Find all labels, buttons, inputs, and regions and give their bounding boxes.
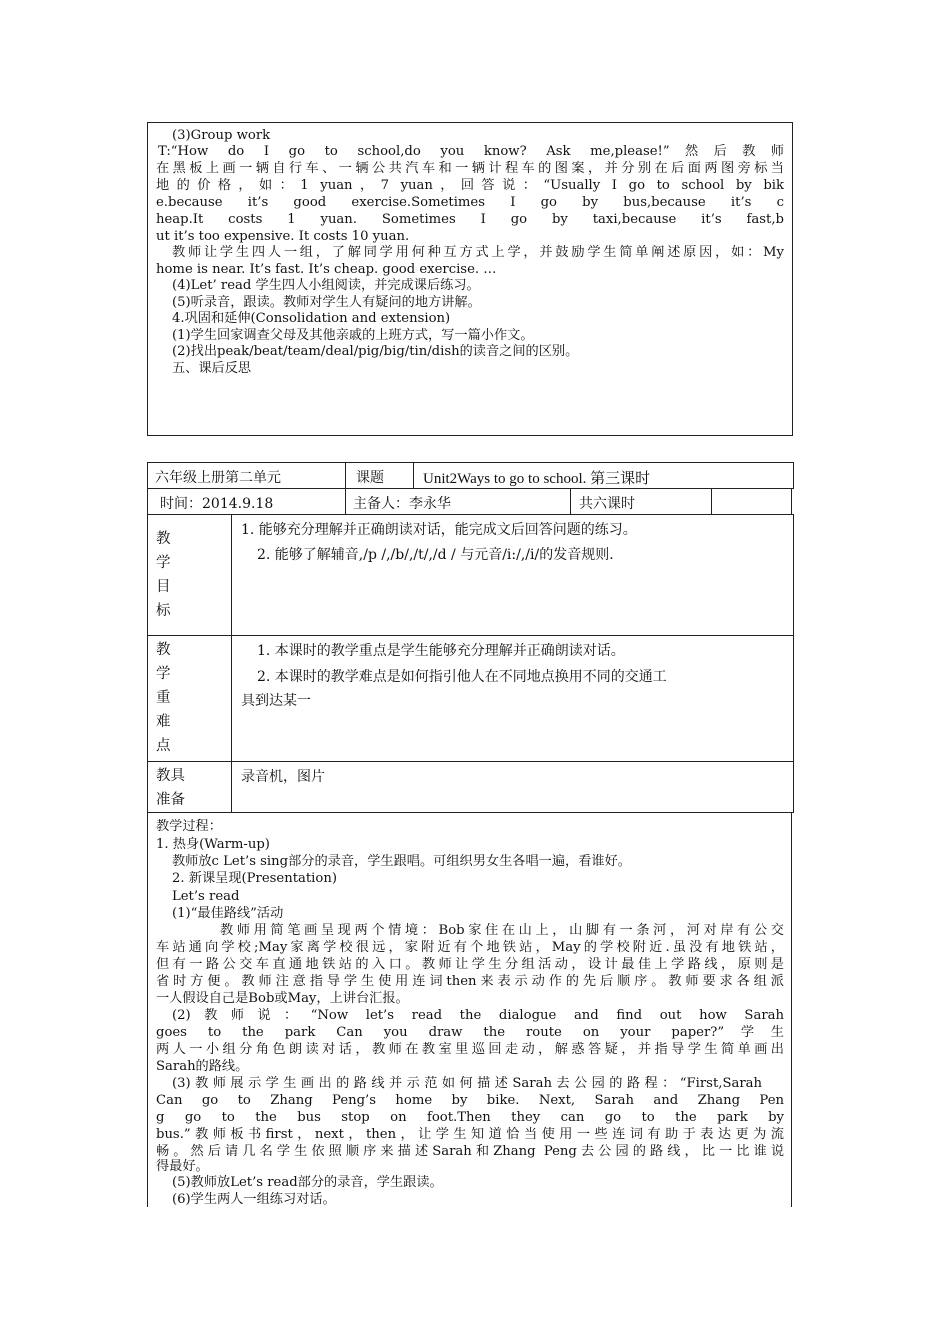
text-line: 但有一路公交车直通地铁站的入口。教师让学生分组活动，设计最佳上学路线，原则是 (156, 957, 784, 972)
text-line: ut it’s too expensive. It costs 10 yuan. (156, 229, 410, 244)
text-line: (1)学生回家调查父母及其他亲戚的上班方式，写一篇小作文。 (172, 328, 534, 343)
tools-label-cell (147, 761, 232, 813)
text-line: 教学过程： (156, 819, 222, 834)
text-line: 车站通向学校;May家离学校很远，家附近有个地铁站，May的学校附近.虽没有地铁站， (156, 940, 784, 955)
text-line: 一人假设自己是Bob或May，上讲台汇报。 (156, 991, 409, 1006)
topic-label-cell (345, 462, 414, 489)
goal-item: 2. 能够了解辅音,/p /,/b/,/t/,/d / 与元音/i:/,/i/的发音规则. (257, 547, 614, 563)
topic-text: Unit2Ways to go to school. 第三课时 (423, 471, 651, 487)
label-char: 点 (156, 738, 171, 754)
label-line: 准备 (156, 792, 185, 808)
text-line: (1)“最佳路线”活动 (172, 906, 284, 921)
label-char: 学 (156, 555, 171, 571)
text-line: (2)找出peak/beat/team/deal/pig/big/tin/dish的读音之间的区别。 (172, 344, 579, 359)
text-line: Can go to Zhang Peng’s home by bike. Next, Sarah and Zhang Pen (156, 1093, 784, 1108)
text-line: T:“How do I go to school,do you know? Ask me,please!”然后教师 (158, 144, 784, 159)
label-char: 标 (156, 603, 171, 619)
label-char: 学 (156, 666, 171, 682)
goals-cell (231, 514, 794, 636)
topic-label: 课题 (356, 470, 384, 486)
text-line: home is near. It’s fast. It’s cheap. good exercise. … (156, 262, 497, 277)
text-line: 两人一小组分角色朗读对话，教师在教室里巡回走动，解惑答疑，并指导学生简单画出 (156, 1042, 784, 1057)
goals-label (156, 527, 171, 623)
grade-cell (147, 462, 346, 489)
total-text: 共六课时 (579, 496, 635, 512)
goals-label-cell (147, 514, 232, 636)
empty-cell (711, 488, 792, 515)
key-item: 2. 本课时的教学难点是如何指引他人在不同地点换用不同的交通工 (257, 669, 667, 685)
label-line: 教具 (156, 768, 185, 784)
text-line: bus.”教师板书first，next，then，让学生知道恰当使用一些连词有助于表达更为流 (156, 1127, 784, 1142)
tools-cell (231, 761, 794, 813)
text-line: 教师让学生四人一组，了解同学用何种互方式上学，并鼓励学生简单阐述原因，如：My (172, 245, 784, 260)
text-line: 五、课后反思 (172, 361, 252, 376)
text-line: 1. 热身(Warm-up) (156, 837, 270, 852)
goal-item: 1. 能够充分理解并正确朗读对话，能完成文后回答问题的练习。 (241, 522, 637, 538)
text-line: 4.巩固和延伸(Consolidation and extension) (172, 311, 451, 326)
total-cell (570, 488, 712, 515)
text-line: goes to the park Can you draw the route on your paper?”学生 (156, 1025, 784, 1040)
time-text: 时间：2014.9.18 (160, 496, 274, 512)
tools-text: 录音机，图片 (241, 769, 325, 785)
text-line: (5)听录音，跟读。教师对学生人有疑问的地方讲解。 (172, 295, 481, 310)
process-cell (147, 812, 792, 1207)
text-line: (6)学生两人一组练习对话。 (172, 1192, 336, 1207)
label-char: 重 (156, 690, 171, 706)
lesson-continuation-box (147, 122, 793, 436)
label-char: 难 (156, 714, 171, 730)
key-label-cell (147, 635, 232, 762)
grade-text: 六年级上册第二单元 (155, 470, 281, 486)
tools-label (156, 764, 185, 812)
text-line: Sarah的路线。 (156, 1059, 249, 1074)
label-char: 教 (156, 642, 171, 658)
text-line: 得最好。 (156, 1159, 209, 1174)
text-line: 在黑板上画一辆自行车、一辆公共汽车和一辆计程车的图案，并分别在后面两图旁标当 (156, 161, 784, 176)
key-cell (231, 635, 794, 762)
label-char: 目 (156, 579, 171, 595)
text-line: g go to the bus stop on foot.Then they can go to the park by (156, 1110, 784, 1125)
text-line: 教师放c Let’s sing部分的录音，学生跟唱。可组织男女生各唱一遍，看谁好。 (172, 854, 631, 869)
text-line: heap.It costs 1 yuan. Sometimes I go by taxi,because it’s fast,b (156, 212, 784, 227)
topic-cell (413, 462, 794, 489)
preparer-text: 主备人：李永华 (353, 496, 451, 512)
text-line: (3)教师展示学生画出的路线并示范如何描述Sarah去公园的路程：“First,Sarah (172, 1076, 762, 1091)
text-line: Let’s read (172, 889, 240, 904)
text-line: 地的价格，如：1 yuan，7 yuan，回答说：“Usually I go to school by bik (156, 178, 784, 193)
text-line: 2. 新课呈现(Presentation) (172, 871, 337, 886)
text-line: 畅。然后请几名学生依照顺序来描述Sarah和Zhang Peng去公园的路线，比一比谁说 (156, 1144, 784, 1159)
label-char: 教 (156, 531, 171, 547)
key-item: 具到达某一 (241, 693, 311, 709)
text-line: (3)Group work (172, 128, 271, 143)
time-cell (147, 488, 346, 515)
text-line: e.because it’s good exercise.Sometimes I go by bus,because it’s c (156, 195, 784, 210)
preparer-cell (345, 488, 571, 515)
text-line: (5)教师放Let’s read部分的录音，学生跟读。 (172, 1175, 443, 1190)
key-item: 1. 本课时的教学重点是学生能够充分理解并正确朗读对话。 (257, 643, 625, 659)
text-line: 省时方便。教师注意指导学生使用连词then来表示动作的先后顺序。教师要求各组派 (156, 974, 784, 989)
key-label (156, 638, 171, 758)
text-line: (4)Let’ read 学生四人小组阅读，并完成课后练习。 (172, 278, 480, 293)
text-line: (2)教师说：“Now let’s read the dialogue and find out how Sarah (172, 1008, 784, 1023)
text-line: 教师用简笔画呈现两个情境：Bob家住在山上，山脚有一条河，河对岸有公交 (220, 923, 784, 938)
